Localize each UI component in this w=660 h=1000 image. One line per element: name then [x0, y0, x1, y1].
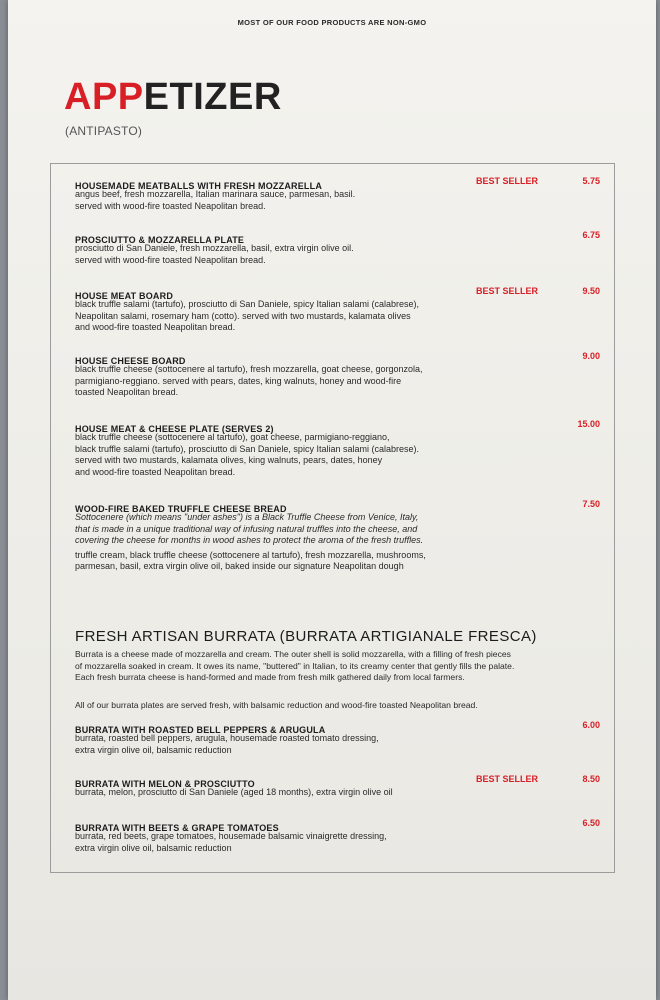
menu-item-burrata-beets	[75, 818, 600, 854]
menu-item-burrata-melon	[75, 774, 600, 799]
non-gmo-note: MOST OF OUR FOOD PRODUCTS ARE NON-GMO	[237, 18, 427, 27]
item-price: 6.75	[582, 230, 600, 240]
item-price: 15.00	[577, 419, 600, 429]
item-description: prosciutto di San Daniele, fresh mozzarella, basil, extra virgin olive oil. served with wood-fire toasted Neapolitan bread.	[75, 243, 354, 265]
item-description: black truffle cheese (sottocenere al tartufo), fresh mozzarella, goat cheese, gorgonzola, parmigiano-reggiano. served with pears, dates, king walnuts, honey and wood-fire toasted Neapolitan bread.	[75, 364, 423, 398]
item-description: black truffle salami (tartufo), prosciutto di San Daniele, spicy Italian salami (calabrese), Neapolitan salami, rosemary ham (cotto). served with two mustards, kalamata olives and wood-fire toasted Neapolitan bread.	[75, 299, 419, 333]
burrata-serving-note: All of our burrata plates are served fresh, with balsamic reduction and wood-fire toasted Neapolitan bread.	[75, 700, 478, 710]
best-seller-badge: BEST SELLER	[475, 774, 538, 784]
menu-item-meat-board	[75, 286, 600, 334]
item-description: truffle cream, black truffle cheese (sottocenere al tartufo), fresh mozzarella, mushrooms, parmesan, basil, extra virgin olive oil, baked inside our signature Neapolitan dough	[75, 549, 426, 572]
menu-page	[8, 0, 656, 1000]
item-name: BURRATA WITH MELON & PROSCIUTTO	[75, 779, 255, 789]
item-name: HOUSE CHEESE BOARD	[75, 356, 186, 366]
item-price: 7.50	[582, 499, 600, 509]
item-name: HOUSE MEAT BOARD	[75, 291, 174, 301]
item-price: 5.75	[582, 176, 600, 186]
item-name: BURRATA WITH ROASTED BELL PEPPERS & ARUGULA	[75, 725, 326, 735]
page-title	[64, 78, 282, 116]
item-description: black truffle cheese (sottocenere al tartufo), goat cheese, parmigiano-reggiano, black truffle salami (tartufo), prosciutto di San Daniele, spicy Italian salami (calabrese). served with two mustards, kalamata olives, king walnuts, pears, dates, honey and wood-fire toasted Neapolitan bread.	[75, 432, 419, 477]
item-name: HOUSEMADE MEATBALLS WITH FRESH MOZZARELLA	[75, 181, 323, 191]
menu-item-prosciutto-plate	[75, 230, 600, 266]
item-price: 9.00	[582, 351, 600, 361]
page-title-dark: ETIZER	[143, 76, 282, 118]
item-name: PROSCIUTTO & MOZZARELLA PLATE	[75, 235, 245, 245]
item-description: burrata, red beets, grape tomatoes, housemade balsamic vinaigrette dressing, extra virgin olive oil, balsamic reduction	[75, 831, 387, 853]
item-story: Sottocenere (which means "under ashes") is a Black Truffle Cheese from Venice, Italy, that is made in a unique traditional way of infusing natural truffles into the cheese, and covering the cheese for months in wood ashes to protect the aroma of the fresh truffles.	[75, 512, 424, 546]
item-name: HOUSE MEAT & CHEESE PLATE (SERVES 2)	[75, 424, 274, 434]
item-price: 6.00	[582, 720, 600, 730]
item-description: burrata, melon, prosciutto di San Daniele (aged 18 months), extra virgin olive oil	[75, 787, 393, 797]
page-title-red: APP	[64, 76, 144, 118]
menu-item-cheese-board	[75, 351, 600, 399]
item-price: 8.50	[582, 774, 600, 784]
item-name: BURRATA WITH BEETS & GRAPE TOMATOES	[75, 823, 279, 833]
burrata-intro: Burrata is a cheese made of mozzarella and cream. The outer shell is solid mozzarella, with a filling of fresh pieces of mozzarella soaked in cream. It owes its name, "buttered" in Italian, to its creamy center that gently fills the palate. Each fresh burrata cheese is hand-formed and made from fresh milk gathered daily from local farmers.	[75, 649, 515, 682]
best-seller-badge: BEST SELLER	[475, 176, 538, 186]
item-description: burrata, roasted bell peppers, arugula, housemade roasted tomato dressing, extra virgin olive oil, balsamic reduction	[75, 733, 379, 755]
item-price: 9.50	[582, 286, 600, 296]
menu-item-meat-cheese-plate	[75, 419, 600, 478]
menu-box	[50, 163, 615, 873]
item-description: angus beef, fresh mozzarella, Italian marinara sauce, parmesan, basil. served with wood-fire toasted Neapolitan bread.	[75, 189, 356, 211]
burrata-section-title: FRESH ARTISAN BURRATA (BURRATA ARTIGIANALE FRESCA)	[75, 628, 537, 645]
item-name: WOOD-FIRE BAKED TRUFFLE CHEESE BREAD	[75, 504, 287, 514]
menu-item-meatballs	[75, 176, 600, 212]
page-subtitle: (ANTIPASTO)	[65, 124, 143, 138]
menu-item-burrata-peppers	[75, 720, 600, 756]
menu-item-truffle-bread	[75, 499, 600, 573]
item-price: 6.50	[582, 818, 600, 828]
best-seller-badge: BEST SELLER	[475, 286, 538, 296]
